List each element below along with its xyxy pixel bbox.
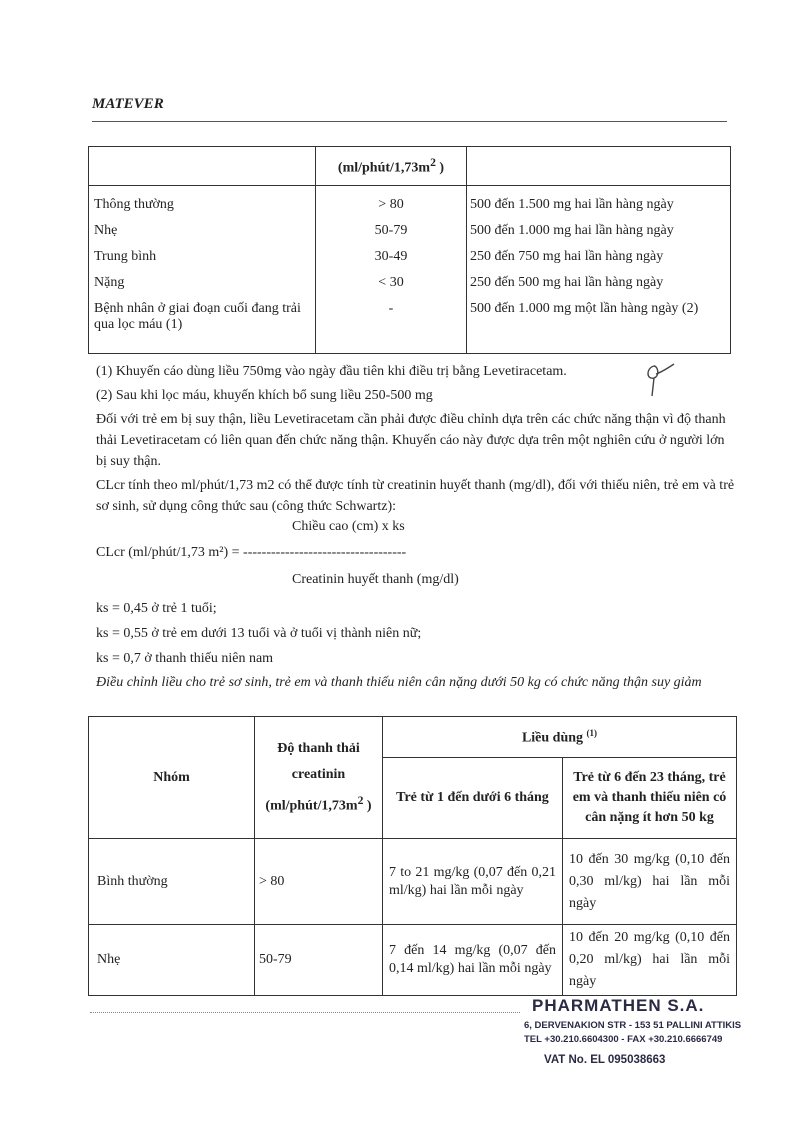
stamp-vat: VAT No. EL 095038663 (544, 1054, 666, 1066)
header-group: Nhóm (89, 717, 255, 839)
group-cell: Bình thường (89, 839, 255, 925)
dose-cell: 500 đến 1.000 mg một lần hàng ngày (2) (467, 300, 731, 354)
table-header-row (89, 147, 731, 186)
header-clearance-sup: 2 (430, 155, 436, 169)
renal-dosing-table-adults (88, 146, 731, 354)
header-sub-6-23-months: Trẻ từ 6 đến 23 tháng, trẻ em và thanh thiếu niên có cân nặng ít hơn 50 kg (563, 758, 737, 839)
footnote-2: (2) Sau khi lọc máu, khuyến khích bổ sung liều 250-500 mg (96, 388, 433, 403)
header-clearance-line3 (255, 788, 382, 820)
table-row (89, 839, 737, 925)
header-clearance-close: ) (435, 160, 445, 176)
paragraph-children-renal: Đối với trẻ em bị suy thận, liều Levetiracetam cần phải được điều chỉnh dựa trên các chức năng thận vì độ thanh thải Levetiracetam có liên quan đến chức năng thận. Khuyến cáo này được dựa trên một nghiên cứu ở người lớn bị suy thận. (96, 412, 726, 469)
bottom-rule (90, 1012, 520, 1013)
dose-6-23-months-cell: 10 đến 20 mg/kg (0,10 đến 0,20 ml/kg) hai lần mỗi ngày (563, 925, 737, 996)
header-clearance-close: ) (363, 798, 372, 814)
handwritten-signature (640, 360, 680, 400)
clearance-cell: 50-79 (316, 222, 467, 248)
clearance-cell: 30-49 (316, 248, 467, 274)
company-stamp (510, 996, 740, 1076)
italic-section-heading: Điều chỉnh liều cho trẻ sơ sinh, trẻ em và thanh thiếu niên cân nặng dưới 50 kg có chức năng thận suy giảm (96, 675, 702, 690)
formula-line (96, 545, 406, 561)
group-cell: Nhẹ (89, 925, 255, 996)
dose-6-23-months-cell: 10 đến 30 mg/kg (0,10 đến 0,30 ml/kg) hai lần mỗi ngày (563, 839, 737, 925)
header-clearance-sup: 2 (357, 793, 364, 807)
table-row (89, 300, 731, 354)
table-row (89, 925, 737, 996)
ks-line-1: ks = 0,45 ở trẻ 1 tuổi; (96, 601, 217, 616)
header-clearance-unit: (ml/phút/1,73m (265, 798, 358, 814)
dose-1-6-months-cell: 7 đến 14 mg/kg (0,07 đến 0,14 ml/kg) hai lần mỗi ngày (383, 925, 563, 996)
clearance-cell: > 80 (316, 186, 467, 223)
paragraph-clcr: CLcr tính theo ml/phút/1,73 m2 có thể được tính từ creatinin huyết thanh (mg/dl), đối với thiếu niên, trẻ em và trẻ sơ sinh, sử dụng công thức sau (công thức Schwartz): (96, 478, 735, 514)
clearance-cell: > 80 (255, 839, 383, 925)
table-row (89, 222, 731, 248)
ks-line-3: ks = 0,7 ở thanh thiếu niên nam (96, 651, 274, 666)
table-header-row (89, 717, 737, 758)
group-cell: Bệnh nhân ở giai đoạn cuối đang trải qua lọc máu (1) (89, 300, 316, 354)
header-clearance-line2: creatinin (291, 766, 346, 782)
formula-denominator: Creatinin huyết thanh (mg/dl) (292, 572, 459, 587)
header-clearance-cell (316, 147, 467, 186)
stamp-company-name: PHARMATHEN S.A. (532, 996, 705, 1015)
header-rule (92, 121, 727, 122)
header-empty-cell (89, 147, 316, 186)
clearance-cell: 50-79 (255, 925, 383, 996)
formula-lhs: CLcr (ml/phút/1,73 m²) = (96, 545, 244, 560)
ks-line-2: ks = 0,55 ở trẻ em dưới 13 tuổi và ở tuổi vị thành niên nữ; (96, 626, 422, 641)
dose-cell: 250 đến 500 mg hai lần hàng ngày (467, 274, 731, 300)
group-cell: Nhẹ (89, 222, 316, 248)
header-dose-sup: (1) (586, 727, 598, 738)
dose-1-6-months-cell: 7 to 21 mg/kg (0,07 đến 0,21 ml/kg) hai lần mỗi ngày (383, 839, 563, 925)
formula-numerator: Chiều cao (cm) x ks (292, 519, 405, 534)
dose-cell: 500 đến 1.000 mg hai lần hàng ngày (467, 222, 731, 248)
header-sub-1-6-months: Trẻ từ 1 đến dưới 6 tháng (383, 758, 563, 839)
renal-dosing-table-children (88, 716, 737, 996)
table-row (89, 186, 731, 223)
group-cell: Trung bình (89, 248, 316, 274)
header-clearance-line1: Độ thanh thải (277, 740, 360, 756)
header-dose (383, 717, 737, 758)
stamp-address: 6, DERVENAKION STR - 153 51 PALLINI ATTIKIS (524, 1020, 742, 1031)
document-header: MATEVER (92, 96, 164, 112)
stamp-phone: TEL +30.210.6604300 - FAX +30.210.6666749 (524, 1034, 723, 1045)
header-clearance (255, 717, 383, 839)
table-row (89, 248, 731, 274)
group-cell: Thông thường (89, 186, 316, 223)
dose-cell: 250 đến 750 mg hai lần hàng ngày (467, 248, 731, 274)
dose-cell: 500 đến 1.500 mg hai lần hàng ngày (467, 186, 731, 223)
clearance-cell: - (316, 300, 467, 354)
formula-dashes: ----------------------------------- (243, 545, 407, 560)
header-dose-label: Liều dùng (521, 730, 584, 746)
header-dose-cell (467, 147, 731, 186)
header-clearance-label: (ml/phút/1,73m (337, 160, 431, 176)
footnote-1: (1) Khuyến cáo dùng liều 750mg vào ngày đầu tiên khi điều trị bằng Levetiracetam. (96, 364, 567, 379)
clearance-cell: < 30 (316, 274, 467, 300)
group-cell: Nặng (89, 274, 316, 300)
table-row (89, 274, 731, 300)
